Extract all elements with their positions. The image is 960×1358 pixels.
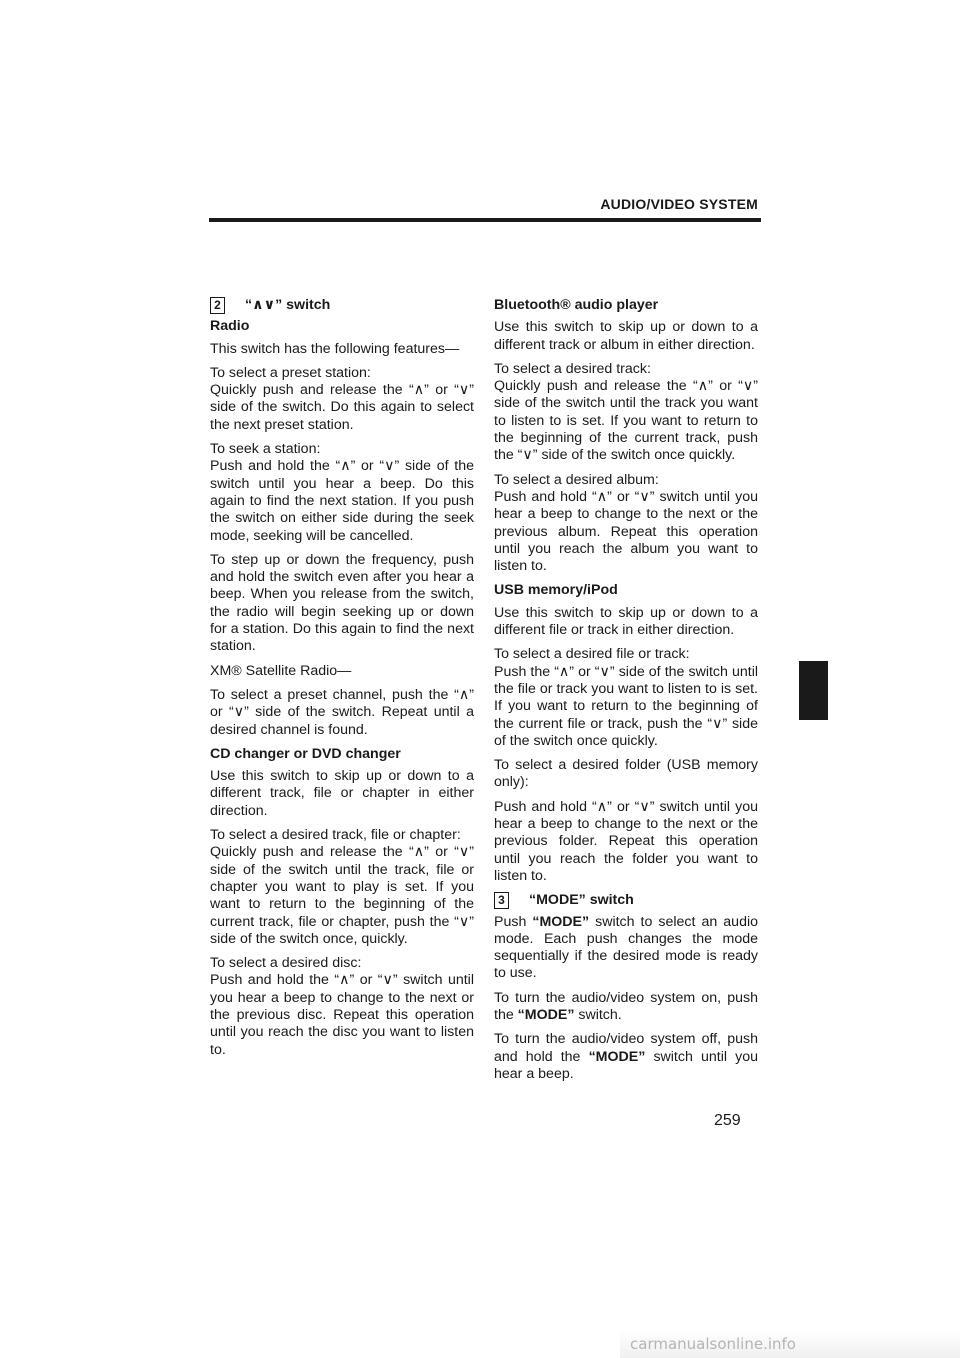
bt-album: To select a desired album: Push and hold “∧” or “∨” switch until you hear a beep to change to the next or the previous album. Repeat this operation until you reach the album you want to listen to. [494, 471, 758, 575]
mode-p1-bold: “MODE” [532, 913, 590, 930]
xm-text: To select a preset channel, push the “∧” or “∨” side of the switch. Repeat until a desired channel is found. [210, 686, 474, 738]
xm-heading: XM® Satellite Radio— [210, 662, 352, 679]
section-2-label: “∧∨” switch [245, 297, 331, 313]
cd-disc: To select a desired disc: Push and hold the “∧” or “∨” switch until you hear a beep to change to the next or the previous disc. Repeat this operation until you reach the disc you want to listen to. [210, 955, 474, 1058]
mode-paragraph-2 [494, 990, 758, 1025]
mode-p2-pre: To turn the audio/video system on, push the [494, 989, 758, 1023]
radio-preset: To select a preset station: Quickly push and release the “∧” or “∨” side of the switch. Do this again to select the next preset station. [210, 364, 474, 433]
mode-p2-post: switch. [574, 1006, 622, 1023]
usb-folder: Push and hold “∧” or “∨” switch until you hear a beep to change to the next or the previous folder. Repeat this operation until you reach the folder you want to listen to. [494, 798, 758, 884]
radio-intro: This switch has the following features— [210, 340, 460, 357]
header-rule [209, 218, 761, 222]
usb-intro: Use this switch to skip up or down to a different file or track in either direction. [494, 604, 758, 639]
mode-p3-bold: “MODE” [588, 1048, 646, 1065]
mode-p3-pre: To turn the audio/video system off, push and hold the [494, 1031, 758, 1065]
radio-seek: To seek a station: Push and hold the “∧” or “∨” side of the switch until you hear a beep. Do this again to find the next station. If you push the switch on either side during the seek mode, seeking will be cancelled. [210, 441, 474, 544]
cd-track: To select a desired track, file or chapter: Quickly push and release the “∧” or “∨” side of the switch until the track, file or chapter you want to play is set. If you want to return to the beginning of the current track, file or chapter, push the “∨” side of the switch once, quickly. [210, 827, 474, 947]
bt-heading: Bluetooth® audio player [494, 297, 659, 313]
section-3-heading [494, 892, 758, 909]
mode-paragraph-3 [494, 1031, 758, 1083]
section-2-heading [210, 297, 474, 314]
section-tab-marker [799, 661, 828, 720]
section-number-2: 2 [210, 297, 225, 314]
radio-step: To step up or down the frequency, push and hold the switch even after you hear a beep. When you release from the switch, the radio will begin seeking up or down for a station. Do this again to find the next station. [210, 551, 474, 655]
section-number-3: 3 [494, 892, 509, 909]
bt-intro: Use this switch to skip up or down to a different track or album in either direction. [494, 319, 758, 353]
site-watermark: carmanualsonline.info [620, 1330, 960, 1358]
mode-paragraph-1 [494, 914, 758, 983]
page-header-title: AUDIO/VIDEO SYSTEM [600, 196, 758, 212]
cd-intro: Use this switch to skip up or down to a different track, file or chapter in either direction. [210, 768, 474, 819]
mode-p1-pre: Push [494, 913, 533, 930]
mode-p1-post: switch to select an audio mode. Each push changes the mode sequentially if the desired mode is ready to use. [494, 913, 759, 982]
section-3-label: “MODE” switch [529, 892, 634, 909]
usb-folder-question: To select a desired folder (USB memory only): [494, 757, 758, 791]
mode-p2-bold: “MODE” [517, 1006, 575, 1023]
usb-file: To select a desired file or track: Push the “∧” or “∨” side of the switch until the file or track you want to listen to is set. If you want to return to the beginning of the current file or track, push the “∨” side of the switch once quickly. [494, 646, 758, 749]
cd-heading: CD changer or DVD changer [210, 745, 401, 762]
left-column [210, 297, 474, 1066]
bt-track: To select a desired track: Quickly push and release the “∧” or “∨” side of the switch until the track you want to listen to is set. If you want to return to the beginning of the current track, push the “∨” side of the switch once quickly. [494, 360, 758, 464]
mode-p3-post: switch until you hear a beep. [494, 1048, 758, 1082]
radio-heading: Radio [210, 318, 250, 335]
usb-heading: USB memory/iPod [494, 582, 618, 599]
right-column [494, 297, 758, 1090]
page-number: 259 [714, 1112, 741, 1129]
